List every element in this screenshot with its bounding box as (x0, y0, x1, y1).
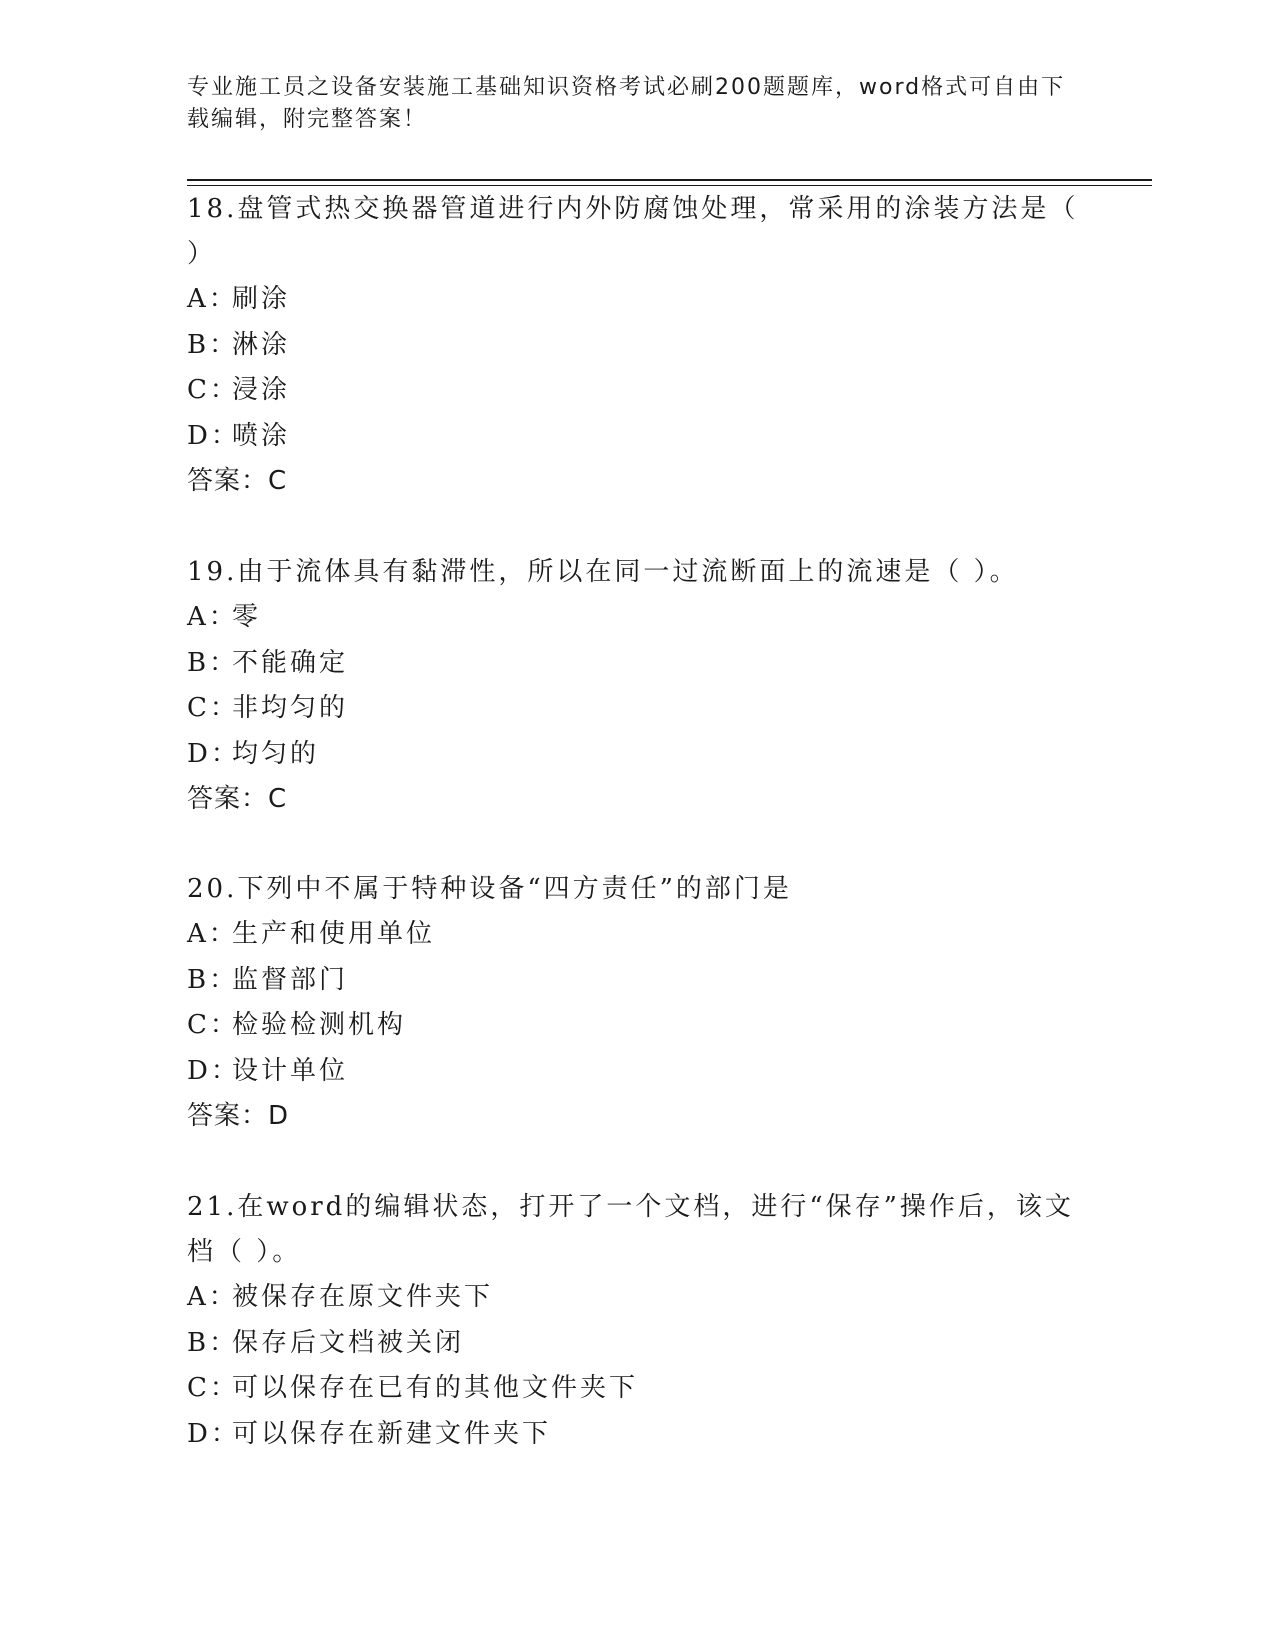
option-key: A： (187, 1282, 238, 1312)
option-text: 被保存在原文件夹下 (232, 1282, 494, 1312)
header-rule-thin (187, 185, 1152, 186)
option-key: C： (187, 1010, 239, 1040)
option-d (187, 1049, 1087, 1095)
option-key: C： (187, 375, 239, 405)
option-a (187, 912, 1087, 958)
option-key: B： (187, 1327, 239, 1358)
option-a (187, 1275, 1087, 1321)
question-text: 21.在word的编辑状态，打开了一个文档，进行“保存”操作后，该文档（ ）。 (187, 1192, 1074, 1267)
option-text: 监督部门 (232, 964, 349, 995)
option-key: B： (187, 964, 239, 995)
option-text: 不能确定 (232, 647, 349, 678)
answer-text: 答案：D (187, 1101, 290, 1131)
question-text: 18.盘管式热交换器管道进行内外防腐蚀处理，常采用的涂装方法是（ ） (187, 194, 1079, 269)
question-20 (187, 867, 1087, 1139)
option-text: 可以保存在新建文件夹下 (232, 1418, 552, 1449)
option-key: A： (187, 284, 238, 314)
option-a (187, 595, 1087, 641)
option-b (187, 641, 1087, 687)
option-d (187, 1412, 1087, 1458)
option-key: A： (187, 602, 238, 632)
option-b (187, 958, 1087, 1004)
option-c (187, 1003, 1087, 1049)
option-text: 保存后文档被关闭 (232, 1327, 465, 1358)
option-d (187, 732, 1087, 778)
option-key: A： (187, 919, 238, 949)
question-text: 20.下列中不属于特种设备“四方责任”的部门是 (187, 874, 792, 904)
option-text: 设计单位 (232, 1055, 349, 1086)
option-text: 浸涂 (232, 375, 291, 405)
option-key: D： (187, 420, 240, 451)
option-a (187, 277, 1087, 323)
option-c (187, 1366, 1087, 1412)
option-text: 生产和使用单位 (232, 919, 436, 949)
option-key: C： (187, 1373, 239, 1403)
option-text: 喷涂 (232, 420, 291, 451)
option-key: B： (187, 647, 239, 678)
question-19 (187, 550, 1087, 822)
option-text: 可以保存在已有的其他文件夹下 (232, 1373, 639, 1403)
option-text: 零 (232, 602, 262, 632)
option-b (187, 1321, 1087, 1367)
document-header: 专业施工员之设备安装施工基础知识资格考试必刷200题题库，word格式可自由下载编辑，附完整答案！ (187, 75, 1066, 132)
question-18 (187, 187, 1087, 504)
question-21 (187, 1185, 1087, 1457)
option-text: 均匀的 (232, 738, 320, 769)
question-text: 19.由于流体具有黏滞性，所以在同一过流断面上的流速是（ ）。 (187, 557, 1019, 587)
option-text: 刷涂 (232, 284, 291, 314)
header-rule-thick (187, 179, 1152, 181)
option-d (187, 414, 1087, 460)
option-key: C： (187, 693, 239, 723)
answer-text: 答案：C (187, 784, 288, 814)
option-key: D： (187, 738, 240, 769)
answer-text: 答案：C (187, 466, 288, 496)
option-key: D： (187, 1055, 240, 1086)
option-c (187, 686, 1087, 732)
option-c (187, 368, 1087, 414)
option-text: 检验检测机构 (232, 1010, 407, 1040)
option-text: 非均匀的 (232, 693, 349, 723)
option-b (187, 323, 1087, 369)
option-key: B： (187, 329, 239, 360)
option-key: D： (187, 1418, 240, 1449)
option-text: 淋涂 (232, 329, 291, 360)
